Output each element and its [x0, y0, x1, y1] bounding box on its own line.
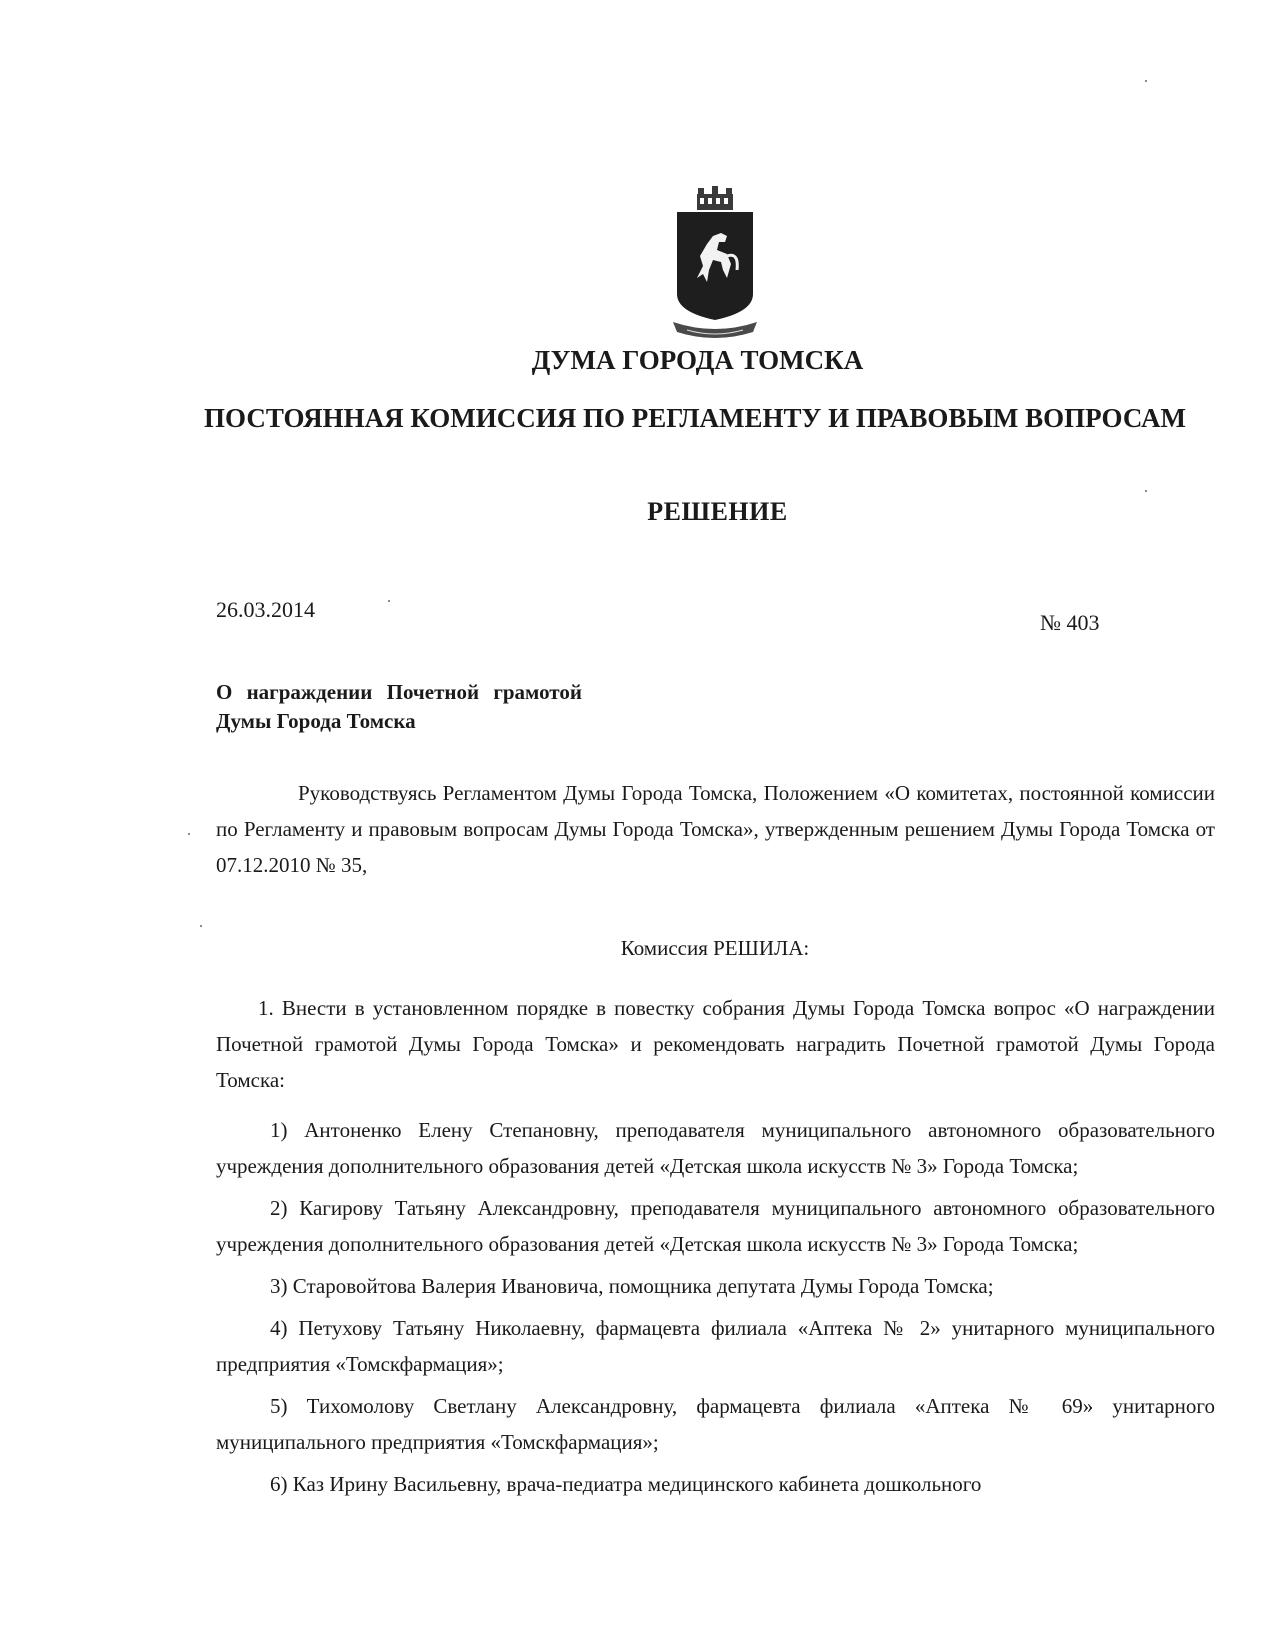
list-item: 6) Каз Ирину Васильевну, врача-педиатра медицинского кабинета дошкольного: [270, 1472, 982, 1496]
subject-line-2: Думы Города Томска: [216, 709, 416, 733]
document-type: РЕШЕНИЕ: [647, 497, 788, 526]
commission-title: ПОСТОЯННАЯ КОМИССИЯ ПО РЕГЛАМЕНТУ И ПРАВОВЫМ ВОПРОСАМ: [204, 403, 1186, 433]
scan-speck: [200, 925, 202, 927]
preamble-paragraph: Руководствуясь Регламентом Думы Города Томска, Положением «О комитетах, постоянной комиссии по Регламенту и правовым вопросам Думы Города Томска», утвержденным решением Думы Города Томска от 07.12.2010 № 35,: [216, 781, 1215, 877]
list-item: 2) Кагирову Татьяну Александровну, преподавателя муниципального автономного образовательного учреждения дополнительного образования детей «Детская школа искусств № 3» Города Томска;: [216, 1196, 1215, 1256]
list-item: 1) Антоненко Елену Степановну, преподавателя муниципального автономного образовательного учреждения дополнительного образования детей «Детская школа искусств № 3» Города Томска;: [216, 1118, 1215, 1178]
scan-speck: [1145, 490, 1147, 492]
nominee-list: [216, 1112, 1215, 1508]
organization-title: ДУМА ГОРОДА ТОМСКА: [531, 345, 864, 375]
decision-heading: Комиссия РЕШИЛА:: [620, 936, 810, 960]
scan-speck: [188, 833, 190, 835]
document-subject: [216, 678, 582, 736]
list-item: 4) Петухову Татьяну Николаевну, фармацевта филиала «Аптека № 2» унитарного муниципального предприятия «Томскфармация»;: [216, 1316, 1215, 1376]
scan-speck: [1145, 80, 1147, 82]
document-number: № 403: [1040, 610, 1100, 635]
document-date: 26.03.2014: [216, 597, 315, 622]
list-item: 5) Тихомолову Светлану Александровну, фармацевта филиала «Аптека № 69» унитарного муниципального предприятия «Томскфармация»;: [216, 1394, 1215, 1454]
decision-item-1: 1. Внести в установленном порядке в повестку собрания Думы Города Томска вопрос «О награждении Почетной грамотой Думы Города Томска» и рекомендовать наградить Почетной грамотой Думы Города Томска:: [216, 996, 1215, 1092]
subject-line-1: О награждении Почетной грамотой: [216, 680, 582, 704]
tomsk-coat-of-arms-icon: [667, 186, 763, 342]
list-item: 3) Старовойтова Валерия Ивановича, помощника депутата Думы Города Томска;: [270, 1274, 994, 1298]
scan-speck: [388, 600, 390, 602]
